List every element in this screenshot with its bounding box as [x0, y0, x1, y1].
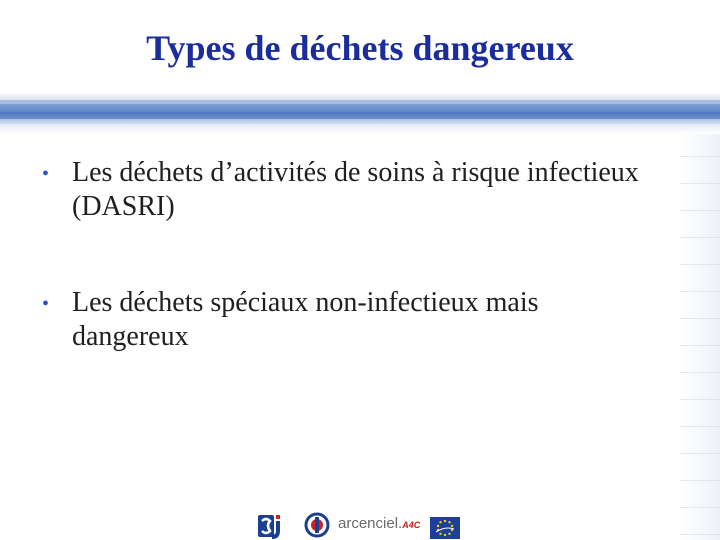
slide-title: Types de déchets dangereux: [146, 28, 574, 68]
edge-texture: [680, 130, 720, 540]
bullet-text: Les déchets spéciaux non-infectieux mais dangereux: [72, 287, 539, 352]
eu-flag-logo-icon: [430, 517, 460, 539]
bullet-item-dasri: [40, 156, 660, 224]
bullet-text: Les déchets d’activités de soins à risque infectieux (DASRI): [72, 157, 639, 222]
arcenciel-circle-logo-icon: [302, 512, 332, 538]
sj-logo-icon: [258, 513, 294, 539]
bullet-item-special-waste: [40, 286, 660, 354]
bullet-list: [40, 156, 660, 354]
bullet-dot-icon: •: [42, 163, 50, 185]
footer-logos: [0, 510, 720, 540]
bullet-dot-icon: •: [42, 293, 50, 315]
arcenciel-logo-text: arcenciel.A4C: [338, 515, 421, 532]
header-band: [0, 94, 720, 134]
